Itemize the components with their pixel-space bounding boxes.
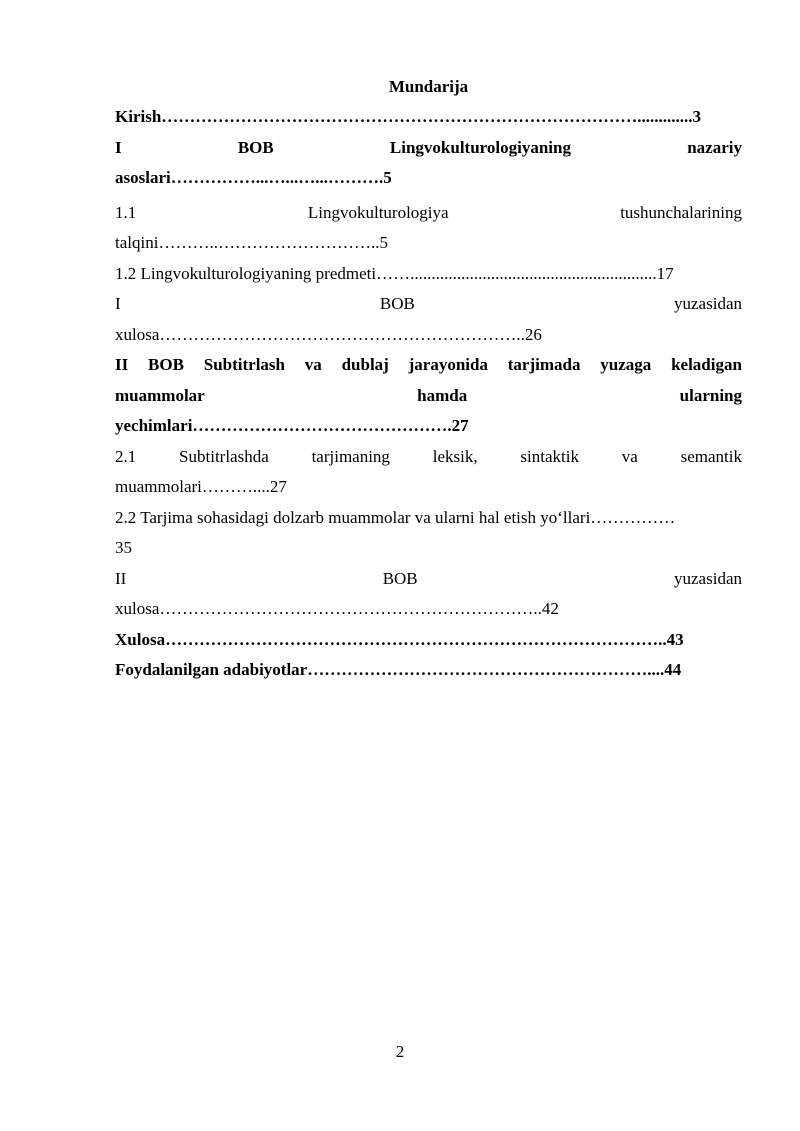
toc-word: Subtitrlashda bbox=[179, 446, 269, 466]
toc-word: leksik, bbox=[432, 446, 478, 466]
toc-word: dublaj bbox=[341, 355, 389, 374]
toc-word: keladigan bbox=[671, 355, 742, 374]
toc-word: I bbox=[115, 137, 122, 157]
toc-word: jarayonida bbox=[408, 355, 488, 374]
toc-word: 2.1 bbox=[115, 446, 137, 466]
toc-word: I bbox=[115, 294, 121, 313]
toc-entry-text: muammolari………....27 bbox=[115, 477, 287, 496]
toc-entry-2-2 bbox=[115, 503, 742, 564]
page-number: 2 bbox=[395, 1042, 405, 1061]
toc-entry-line bbox=[115, 442, 742, 473]
toc-word: hamda bbox=[417, 385, 468, 405]
toc-word: 1.1 bbox=[115, 202, 137, 222]
toc-word: tarjimada bbox=[507, 355, 581, 374]
toc-word: semantik bbox=[680, 446, 742, 466]
toc-word: Lingvokulturologiyaning bbox=[389, 137, 571, 157]
toc-entry-xulosa-2 bbox=[115, 564, 742, 625]
toc-word: BOB bbox=[382, 568, 418, 588]
toc-entry-1-2 bbox=[115, 259, 742, 290]
toc-entry-text: talqini………..………………………..5 bbox=[115, 233, 388, 252]
toc-word: II bbox=[115, 568, 127, 588]
toc-word: BOB bbox=[379, 294, 415, 313]
toc-entry-text: 2.2 Tarjima sohasidagi dolzarb muammolar va ularni hal etish yo‘llari…………… bbox=[115, 507, 676, 527]
toc-entry-text: yechimlari……………………………………….27 bbox=[115, 416, 469, 435]
toc-word: muammolar bbox=[115, 385, 205, 405]
toc-entry-text: Kirish………………………………………………………………………….............3 bbox=[115, 107, 702, 126]
toc-entry-text: Xulosa……………………………………………………………………………..43 bbox=[115, 629, 684, 649]
toc-word: yuzasidan bbox=[674, 294, 742, 313]
toc-word: yuzaga bbox=[600, 355, 652, 374]
toc-word: yuzasidan bbox=[674, 568, 742, 588]
toc-word: sintaktik bbox=[520, 446, 579, 466]
toc-entry-line bbox=[115, 564, 742, 595]
toc-entry-1-1 bbox=[115, 198, 742, 259]
toc-entry-text: 1.2 Lingvokulturologiyaning predmeti……..........................................................17 bbox=[115, 263, 674, 283]
toc-entry-bob1 bbox=[115, 133, 742, 194]
toc-word: nazariy bbox=[687, 137, 742, 157]
toc-entry-line bbox=[115, 381, 742, 412]
toc-word: tushunchalarining bbox=[620, 202, 742, 222]
toc-word: ularning bbox=[679, 385, 742, 405]
toc-entry-line bbox=[115, 133, 742, 164]
toc-title: Mundarija bbox=[388, 77, 469, 96]
toc-entry-adabiyotlar bbox=[115, 655, 742, 686]
table-of-contents bbox=[115, 72, 742, 686]
toc-entry-text: asoslari……………...…...…...……….5 bbox=[115, 168, 392, 187]
toc-entry-bob2 bbox=[115, 350, 742, 442]
toc-entry-xulosa bbox=[115, 625, 742, 656]
toc-entry-text: xulosa………………………………………………………..26 bbox=[115, 324, 542, 344]
toc-word: tarjimaning bbox=[311, 446, 390, 466]
toc-word: BOB bbox=[237, 137, 274, 157]
toc-entry-line bbox=[115, 289, 742, 320]
toc-word: va bbox=[304, 355, 322, 374]
toc-word: Lingvokulturologiya bbox=[307, 202, 449, 222]
toc-word: BOB bbox=[148, 355, 184, 374]
toc-word: II bbox=[115, 355, 129, 374]
toc-entry-line bbox=[115, 350, 742, 381]
toc-entry-text: Foydalanilgan adabiyotlar……………………………………………………....44 bbox=[115, 660, 682, 679]
toc-word: va bbox=[621, 446, 638, 466]
toc-entry-line bbox=[115, 198, 742, 229]
toc-entry-xulosa-1 bbox=[115, 289, 742, 350]
toc-entry-kirish bbox=[115, 102, 742, 133]
toc-entry-text: xulosa…………………………………………………………..42 bbox=[115, 599, 559, 618]
toc-entry-text: 35 bbox=[115, 538, 132, 557]
toc-word: Subtitrlash bbox=[203, 355, 285, 374]
toc-entry-2-1 bbox=[115, 442, 742, 503]
